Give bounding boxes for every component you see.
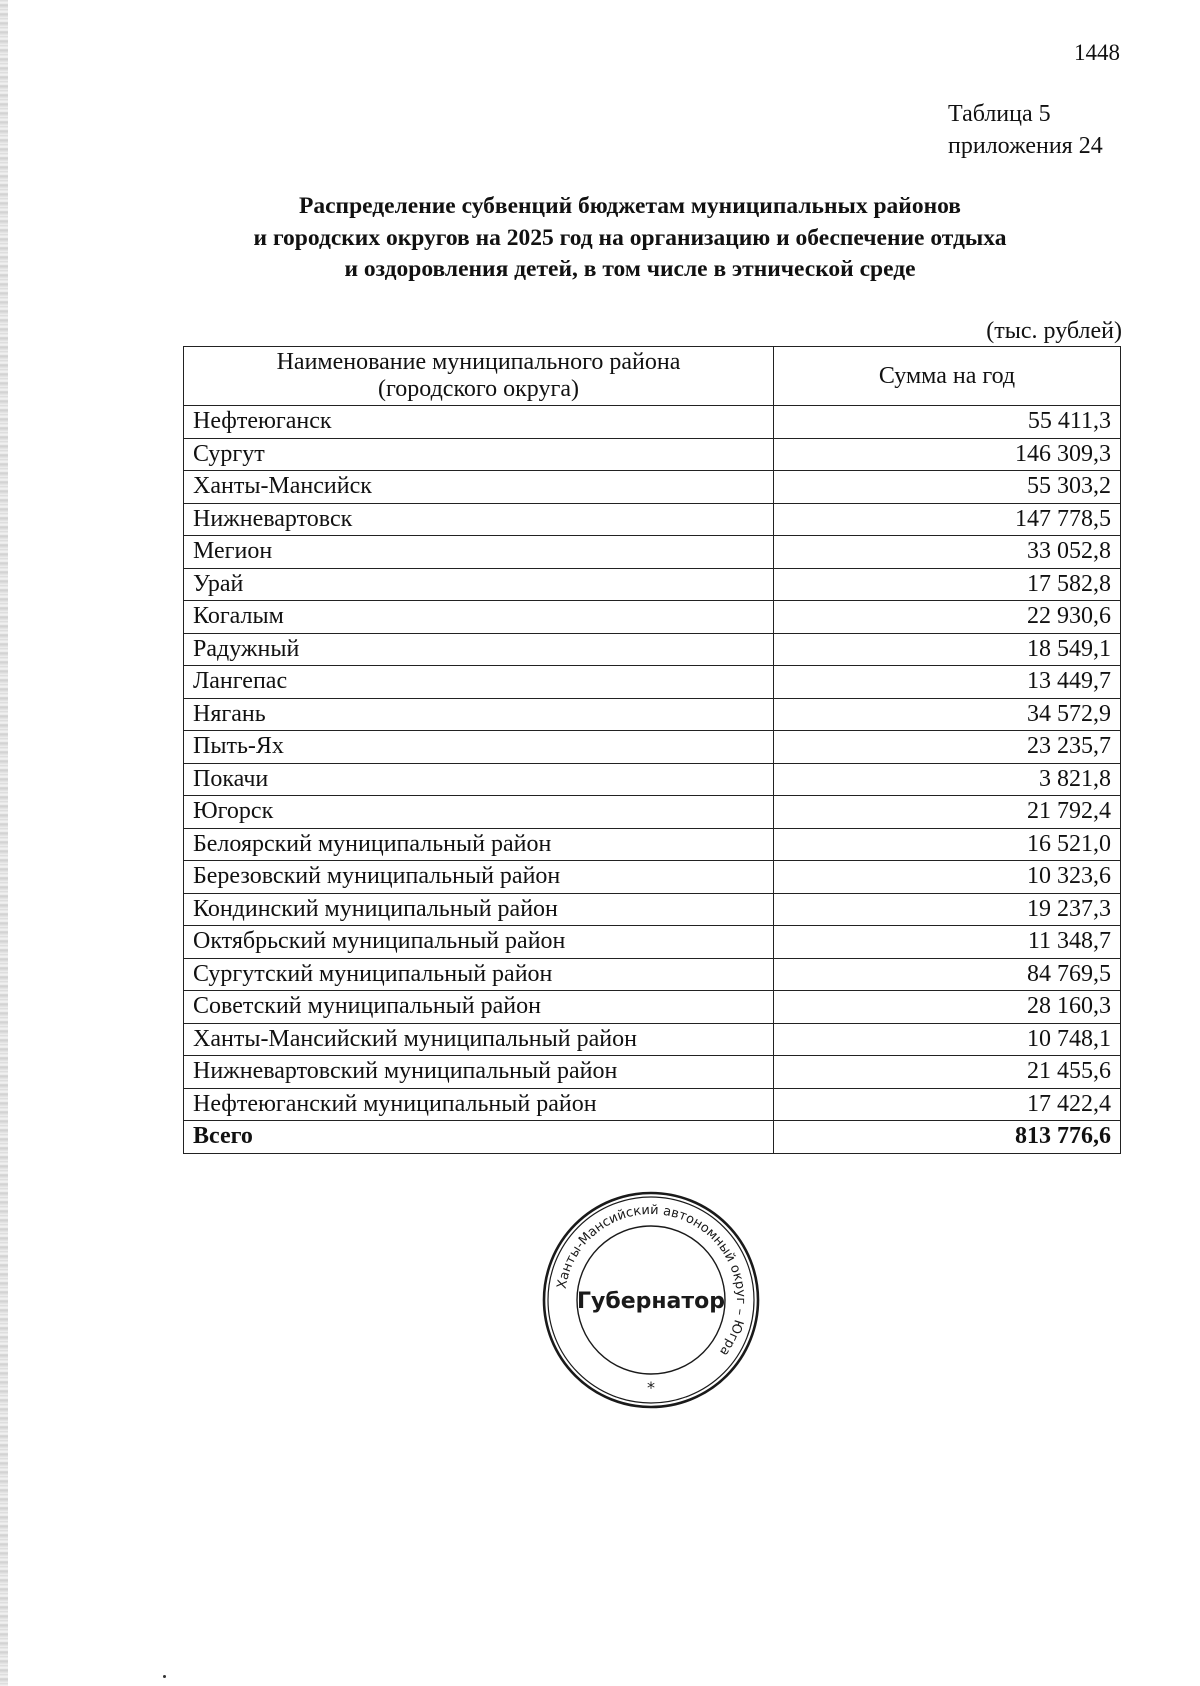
table-row — [184, 763, 1121, 796]
units-label: (тыс. рублей) — [986, 318, 1122, 344]
row-sum: 10 748,1 — [774, 1023, 1121, 1056]
title-line2: и городских округов на 2025 год на организацию и обеспечение отдыха — [253, 224, 1007, 251]
table-row — [184, 991, 1121, 1024]
table-row — [184, 503, 1121, 536]
table-row — [184, 958, 1121, 991]
row-sum: 21 792,4 — [774, 796, 1121, 829]
table-row — [184, 893, 1121, 926]
table-row — [184, 536, 1121, 569]
header-name-line2: (городского округа) — [378, 376, 579, 402]
row-name: Пыть-Ях — [184, 731, 774, 764]
header-sum: Сумма на год — [774, 347, 1121, 406]
table-body — [184, 406, 1121, 1154]
document-title — [180, 191, 1080, 286]
row-sum: 19 237,3 — [774, 893, 1121, 926]
table-row — [184, 438, 1121, 471]
table-row — [184, 1023, 1121, 1056]
row-name: Советский муниципальный район — [184, 991, 774, 1024]
table-row — [184, 828, 1121, 861]
total-sum: 813 776,6 — [774, 1121, 1121, 1154]
scan-edge — [0, 0, 8, 1686]
row-sum: 23 235,7 — [774, 731, 1121, 764]
table-reference — [948, 98, 1120, 162]
row-name: Нягань — [184, 698, 774, 731]
row-name: Нефтеюганск — [184, 406, 774, 439]
row-name: Мегион — [184, 536, 774, 569]
row-name: Югорск — [184, 796, 774, 829]
seal-star: * — [647, 1378, 655, 1397]
row-name: Нижневартовск — [184, 503, 774, 536]
row-name: Сургут — [184, 438, 774, 471]
row-sum: 84 769,5 — [774, 958, 1121, 991]
table-row — [184, 1088, 1121, 1121]
row-sum: 22 930,6 — [774, 601, 1121, 634]
title-line1: Распределение субвенций бюджетам муниципальных районов — [299, 193, 961, 219]
row-sum: 55 303,2 — [774, 471, 1121, 504]
row-name: Ханты-Мансийский муниципальный район — [184, 1023, 774, 1056]
table-header-row — [184, 347, 1121, 406]
table-row — [184, 568, 1121, 601]
page-number: 1448 — [1074, 40, 1120, 65]
row-sum: 17 422,4 — [774, 1088, 1121, 1121]
row-sum: 18 549,1 — [774, 633, 1121, 666]
row-name: Белоярский муниципальный район — [184, 828, 774, 861]
row-sum: 34 572,9 — [774, 698, 1121, 731]
row-sum: 28 160,3 — [774, 991, 1121, 1024]
row-name: Октябрьский муниципальный район — [184, 926, 774, 959]
header-name-line1: Наименование муниципального района — [276, 349, 681, 375]
table-row — [184, 796, 1121, 829]
row-sum: 11 348,7 — [774, 926, 1121, 959]
row-sum: 17 582,8 — [774, 568, 1121, 601]
row-sum: 16 521,0 — [774, 828, 1121, 861]
row-name: Радужный — [184, 633, 774, 666]
row-sum: 10 323,6 — [774, 861, 1121, 894]
table-row — [184, 601, 1121, 634]
row-name: Лангепас — [184, 666, 774, 699]
table-row — [184, 861, 1121, 894]
subvention-table — [183, 346, 1121, 1154]
total-label: Всего — [184, 1121, 774, 1154]
seal-ring-textpath: Ханты-Мансийский автономный округ – Югра — [554, 1202, 749, 1359]
row-sum: 21 455,6 — [774, 1056, 1121, 1089]
title-line3: и оздоровления детей, в том числе в этнической среде — [344, 256, 916, 282]
row-sum: 146 309,3 — [774, 438, 1121, 471]
table-ref-line1: Таблица 5 — [948, 101, 1051, 127]
total-row — [184, 1121, 1121, 1154]
row-name: Нижневартовский муниципальный район — [184, 1056, 774, 1089]
row-name: Кондинский муниципальный район — [184, 893, 774, 926]
table-row — [184, 666, 1121, 699]
row-sum: 55 411,3 — [774, 406, 1121, 439]
table-row — [184, 698, 1121, 731]
row-name: Когалым — [184, 601, 774, 634]
table-row — [184, 471, 1121, 504]
header-name — [184, 347, 774, 406]
row-name: Урай — [184, 568, 774, 601]
row-sum: 33 052,8 — [774, 536, 1121, 569]
row-sum: 147 778,5 — [774, 503, 1121, 536]
row-name: Березовский муниципальный район — [184, 861, 774, 894]
scan-dot — [163, 1675, 166, 1678]
row-name: Покачи — [184, 763, 774, 796]
row-name: Ханты-Мансийск — [184, 471, 774, 504]
row-name: Нефтеюганский муниципальный район — [184, 1088, 774, 1121]
table-row — [184, 406, 1121, 439]
seal-center-text: Губернатор — [576, 1289, 726, 1314]
governor-seal — [541, 1190, 761, 1410]
table-row — [184, 1056, 1121, 1089]
row-name: Сургутский муниципальный район — [184, 958, 774, 991]
row-sum: 3 821,8 — [774, 763, 1121, 796]
table-ref-line2: приложения 24 — [948, 133, 1103, 159]
table-row — [184, 633, 1121, 666]
row-sum: 13 449,7 — [774, 666, 1121, 699]
table-row — [184, 926, 1121, 959]
table-row — [184, 731, 1121, 764]
